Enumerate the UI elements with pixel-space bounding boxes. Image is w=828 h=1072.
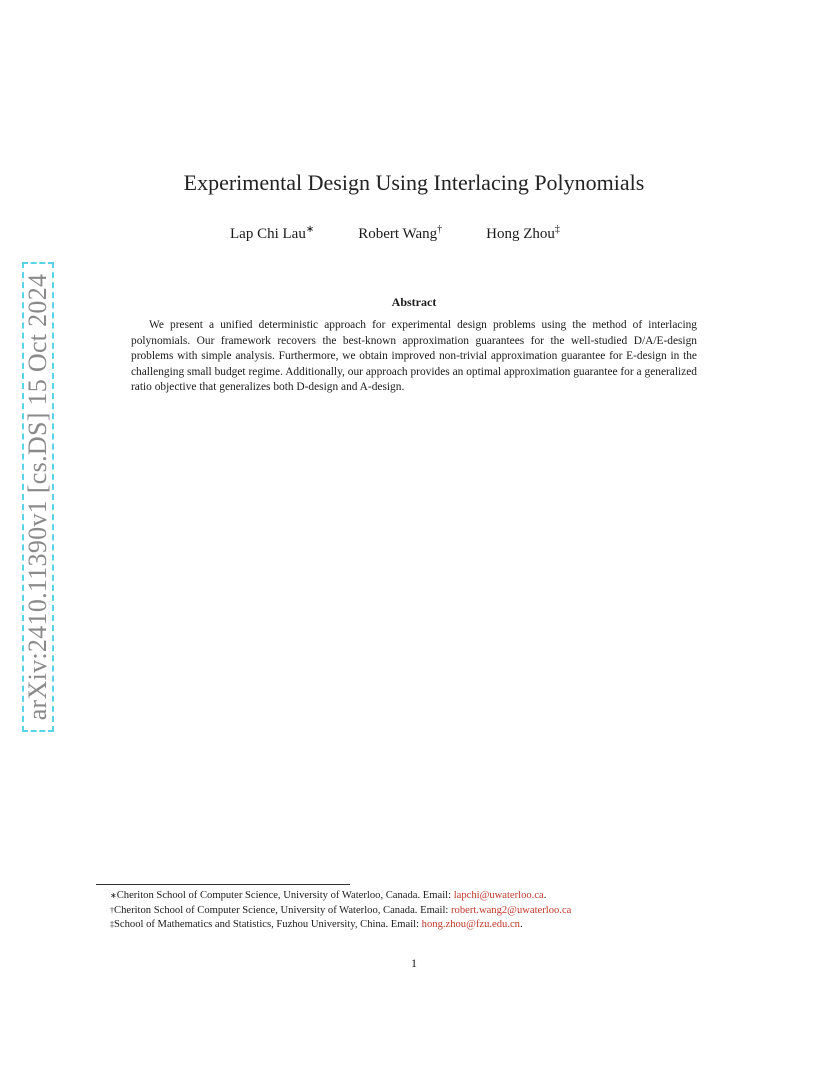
author-list [230, 224, 560, 243]
abstract-heading: Abstract [391, 295, 437, 309]
footnote-3: ‡School of Mathematics and Statistics, Fuzhou University, China. Email: hong.zhou@fzu.edu.cn. [110, 919, 523, 930]
email-link-2[interactable]: robert.wang2@uwaterloo.ca [451, 904, 572, 916]
arxiv-identifier: arXiv:2410.11390v1 [cs.DS] 15 Oct 2024 [23, 273, 52, 721]
footnote-divider [96, 884, 350, 885]
email-link-3[interactable]: hong.zhou@fzu.edu.cn [421, 919, 520, 930]
footnote-1: ∗Cheriton School of Computer Science, University of Waterloo, Canada. Email: lapchi@uwaterloo.ca. [110, 890, 547, 901]
author-1: Lap Chi Lau∗ [230, 224, 315, 242]
footnotes [110, 889, 571, 933]
page-number: 1 [411, 956, 417, 970]
email-link-1[interactable]: lapchi@uwaterloo.ca [453, 890, 544, 901]
author-3: Hong Zhou‡ [486, 224, 560, 242]
paper-title: Experimental Design Using Interlacing Polynomials [183, 170, 645, 195]
arxiv-stamp [22, 262, 54, 732]
author-2: Robert Wang† [358, 224, 443, 242]
footnote-2: †Cheriton School of Computer Science, University of Waterloo, Canada. Email: robert.wang2@uwaterloo.ca [110, 904, 572, 916]
abstract-body: We present a unified deterministic approach for experimental design problems using the method of interlacing polynomials. Our framework recovers the best-known approximation guarantees for the well-studied D/A/E-design problems with simple analysis. Furthermore, we obtain improved non-trivial approximation guarantee for E-design in the challenging small budget regime. Additionally, our approach provides an optimal approximation guarantee for a generalized ratio objective that generalizes both D-design and A-design. [131, 319, 697, 393]
